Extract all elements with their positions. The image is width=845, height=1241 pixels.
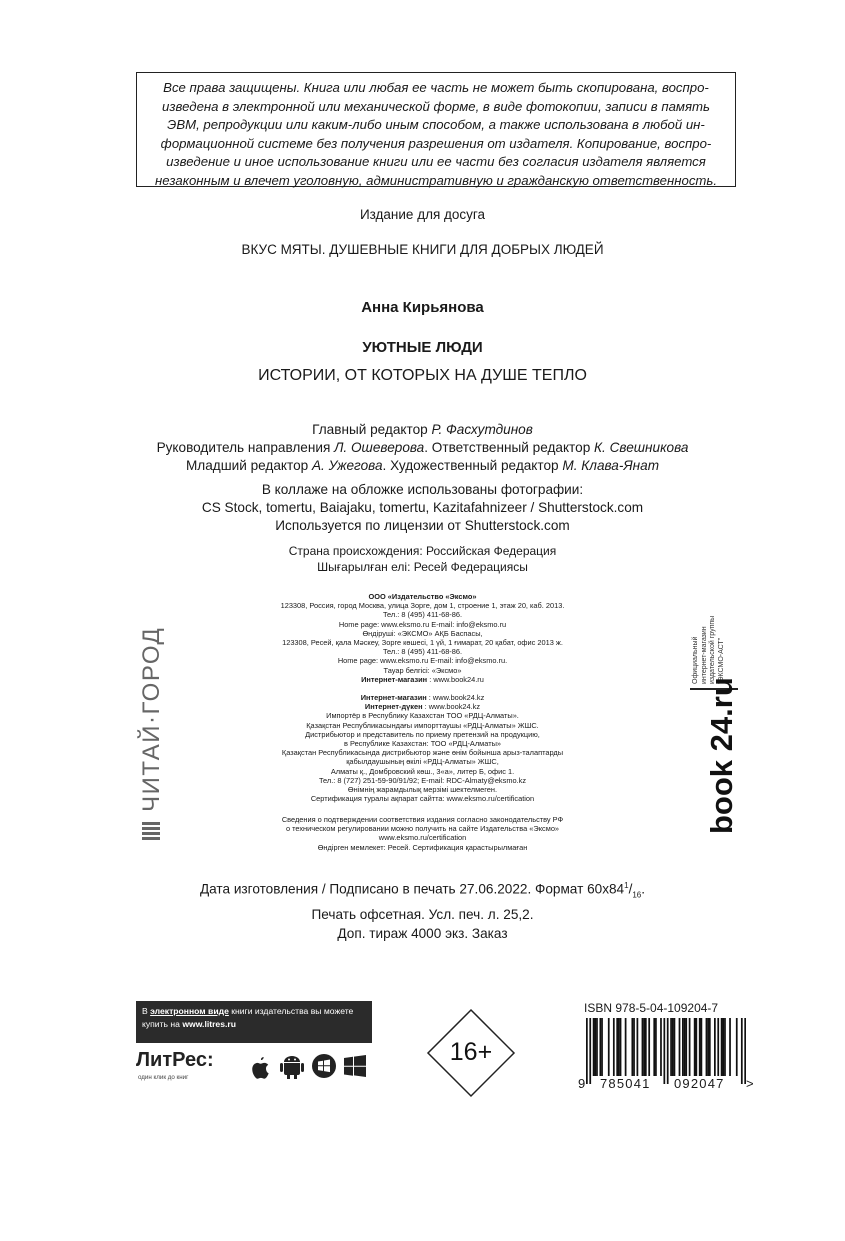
kz-line: Сертификация туралы ақпарат сайтта: www.eksmo.ru/certification xyxy=(310,794,535,804)
book24-caption: Официальный интернет-магазин издательской группы "ЭКСМО-АСТ" xyxy=(692,615,725,684)
barcode-bar xyxy=(670,1018,672,1076)
photo-credits xyxy=(0,481,845,535)
publisher-line: Тел.: 8 (495) 411-68-86. xyxy=(382,647,463,657)
barcode-group-2: 092047 xyxy=(674,1076,725,1091)
print-line-1: Дата изготовления / Подписано в печать 27.06.2022. Формат $60x84^1/_{16}$. xyxy=(199,881,646,900)
age-rating-text: 16+ xyxy=(449,1038,493,1066)
rights-line: ЭВМ, репродукции или каким-либо иным способом, а также использована в любой ин- xyxy=(167,117,705,133)
cert-line: Өндірген мемлекет: Ресей. Сертификация қарастырылмаған xyxy=(317,842,528,852)
publisher-line: Home page: www.eksmo.ru E-mail: info@eksmo.ru. xyxy=(337,656,508,666)
barcode-bar xyxy=(653,1018,655,1076)
kz-line: Дистрибьютор и представитель по приему претензий на продукцию, xyxy=(305,729,540,739)
barcode-bar xyxy=(601,1018,603,1076)
barcode-first-digit: 9 xyxy=(578,1076,586,1091)
book-subtitle: ИСТОРИИ, ОТ КОТОРЫХ НА ДУШЕ ТЕПЛО xyxy=(258,367,587,384)
book24-logo xyxy=(690,600,756,840)
kz-shop-value: : www.book24.kz xyxy=(426,693,485,702)
cert-line: www.eksmo.ru/certification xyxy=(378,833,467,843)
chitai-gorod-logo xyxy=(140,600,164,840)
barcode-bar xyxy=(637,1018,639,1076)
credit-line-2: Руководитель направления Л. Ошеверова. Ответственный редактор К. Свешникова xyxy=(156,439,689,455)
origin-info xyxy=(0,543,845,575)
barcode-end-mark: > xyxy=(746,1076,754,1091)
kz-line: қабылдаушының өкілі «РДЦ-Алматы» ЖШС, xyxy=(346,757,499,767)
photo-line: Используется по лицензии от Shutterstock.com xyxy=(275,518,570,533)
barcode-bar xyxy=(633,1018,635,1076)
barcode-bar xyxy=(586,1018,588,1084)
barcode-bar xyxy=(660,1018,662,1076)
barcode-bar xyxy=(643,1018,645,1076)
publisher-line: Тел.: 8 (495) 411-68-86. xyxy=(382,610,463,620)
barcode-bar xyxy=(599,1018,601,1076)
author-name: Анна Кирьянова xyxy=(361,299,484,316)
windows-icon xyxy=(344,1055,366,1077)
kz-shop-label: Интернет-магазин xyxy=(360,693,427,702)
barcode-bar xyxy=(620,1018,622,1076)
edition-type: Издание для досуга xyxy=(359,207,486,222)
barcode-bar xyxy=(729,1018,731,1076)
barcode-bar xyxy=(679,1018,681,1076)
apple-icon xyxy=(252,1057,268,1079)
print-line-2: Печать офсетная. Усл. печ. л. 25,2. xyxy=(311,906,534,922)
barcode-bar xyxy=(648,1018,650,1076)
logo-bars-icon xyxy=(141,820,165,840)
windows-phone-icon xyxy=(312,1054,336,1078)
cert-line: Сведения о подтверждении соответствия издания согласно законодательству РФ xyxy=(281,815,564,824)
publisher-name: ООО «Издательство «Эксмо» xyxy=(368,592,477,601)
barcode-bar xyxy=(724,1018,726,1076)
barcode-bar xyxy=(594,1018,596,1076)
barcode-bar xyxy=(596,1018,598,1076)
publisher-line: Home page: www.eksmo.ru E-mail: info@eksmo.ru xyxy=(338,619,507,629)
barcode-bar xyxy=(722,1018,724,1076)
barcode-bar xyxy=(589,1018,591,1084)
book-title: УЮТНЫЕ ЛЮДИ xyxy=(362,339,483,356)
barcode-bar xyxy=(689,1018,691,1076)
barcode-bar xyxy=(721,1018,723,1076)
barcode-bar xyxy=(736,1018,738,1076)
series-name: ВКУС МЯТЫ. ДУШЕВНЫЕ КНИГИ ДЛЯ ДОБРЫХ ЛЮДЕЙ xyxy=(241,242,604,257)
barcode-bar xyxy=(744,1018,746,1084)
kz-line: Импортёр в Республику Казахстан ТОО «РДЦ-Алматы». xyxy=(326,711,519,721)
kz-line: Өнімнің жарамдылық мерзімі шектелмеген. xyxy=(347,785,498,795)
barcode-bar xyxy=(717,1018,719,1076)
rights-notice xyxy=(136,72,736,187)
barcode-bar xyxy=(655,1018,657,1076)
litres-banner: В электронном виде книги издательства вы можете купить на www.litres.ru xyxy=(136,1001,372,1043)
kz-duken-value: : www.book24.kz xyxy=(422,702,481,712)
barcode-bar xyxy=(667,1018,669,1084)
publisher-line: Тауар белгісі: «Эксмо» xyxy=(383,665,462,675)
print-line-3: Доп. тираж 4000 экз. Заказ xyxy=(337,926,508,942)
kz-line: в Республике Казахстан: ТОО «РДЦ-Алматы» xyxy=(343,739,502,749)
shop-label: Интернет-магазин xyxy=(361,674,428,684)
isbn-label: ISBN 978-5-04-109204-7 xyxy=(584,1001,719,1015)
book24-brand: book 24.ru xyxy=(704,677,739,834)
barcode-bar xyxy=(663,1018,665,1084)
photo-line: В коллаже на обложке использованы фотографии: xyxy=(261,482,584,497)
barcode-bar xyxy=(616,1018,618,1076)
kz-line: Тел.: 8 (727) 251-59-90/91/92; E-mail: RDC-Almaty@eksmo.kz xyxy=(318,775,527,785)
barcode-bar xyxy=(695,1018,697,1076)
barcode-bar xyxy=(707,1018,709,1076)
barcode-bar xyxy=(618,1018,620,1076)
platform-icons xyxy=(250,1052,368,1087)
publisher-line: 123308, Ресей, қала Мәскеу, Зорге көшесі, 1 үй, 1 ғимарат, 20 қабат, офис 2013 ж. xyxy=(282,638,563,648)
chitai-gorod-text: ЧИТАЙ·ГОРОД xyxy=(138,626,165,812)
age-rating-badge xyxy=(426,1008,516,1098)
publisher-line: 123308, Россия, город Москва, улица Зорге, дом 1, строение 1, этаж 20, каб. 2013. xyxy=(280,601,565,611)
credits xyxy=(0,421,845,474)
barcode-bar xyxy=(682,1018,684,1076)
cert-line: о техническом регулировании можно получить на сайте Издательства «Эксмо» xyxy=(285,824,560,834)
publisher-line: Өндіруші: «ЭКСМО» АҚБ Баспасы, xyxy=(362,628,483,638)
litres-link[interactable]: www.litres.ru xyxy=(182,1019,236,1029)
android-icon xyxy=(280,1056,304,1079)
litres-slogan: один клик до книг xyxy=(138,1074,189,1081)
kz-line: Қазақстан Республикасындағы импорттаушы «РДЦ-Алматы» ЖШС. xyxy=(306,720,539,730)
barcode-bar xyxy=(674,1018,676,1076)
barcode-bar xyxy=(684,1018,686,1076)
barcode-bar xyxy=(613,1018,615,1076)
barcode-bar xyxy=(709,1018,711,1076)
rights-line: Все права защищены. Книга или любая ее часть не может быть скопирована, воспро- xyxy=(163,80,709,95)
litres-block xyxy=(136,1001,372,1101)
credit-line-3: Младший редактор А. Ужегова. Художественный редактор М. Клава-Янат xyxy=(185,457,660,473)
kz-line: Алматы қ., Домбровский көш., 3«а», литер Б, офис 1. xyxy=(330,766,515,776)
rights-line: изведение и иное использование книги или ее части без согласия издателя является xyxy=(166,154,706,170)
barcode-bar xyxy=(694,1018,696,1076)
barcode-bar xyxy=(672,1018,674,1076)
barcode-bar xyxy=(631,1018,633,1076)
credit-line-1: Главный редактор Р. Фасхутдинов xyxy=(312,422,533,437)
barcode-bar xyxy=(685,1018,687,1076)
rights-line: формационной системе без получения разрешения от издателя. Копирование, воспро- xyxy=(160,135,712,151)
barcode-icon xyxy=(586,1018,746,1084)
rights-line: изведена в электронной или механической форме, в виде фотокопии, записи в память xyxy=(162,98,710,114)
rights-line: незаконным и влечет уголовную, административную и гражданскую ответственность. xyxy=(154,172,718,188)
origin-line: Страна происхождения: Российская Федерация xyxy=(288,544,557,558)
kz-duken-label: Интернет-дүкен xyxy=(364,702,423,712)
barcode-bar xyxy=(608,1018,610,1076)
barcode-bar xyxy=(714,1018,716,1076)
print-info xyxy=(0,876,845,944)
photo-line: CS Stock, tomertu, Baiajaku, tomertu, Kazitafahnizeer / Shutterstock.com xyxy=(201,500,644,515)
origin-line: Шығарылған елі: Ресей Федерациясы xyxy=(317,560,528,574)
barcode-bar xyxy=(642,1018,644,1076)
kz-line: Қазақстан Республикасында дистрибьютор және өнім бойынша арыз-талаптарды xyxy=(281,748,564,758)
barcode-block xyxy=(578,1001,758,1101)
barcode-bar xyxy=(699,1018,701,1076)
barcode-bar xyxy=(706,1018,708,1076)
barcode-bar xyxy=(741,1018,743,1084)
barcode-bar xyxy=(593,1018,595,1076)
barcode-bar xyxy=(645,1018,647,1076)
litres-logo: ЛитРес: xyxy=(136,1049,214,1071)
barcode-group-1: 785041 xyxy=(600,1076,651,1091)
barcode-bar xyxy=(625,1018,627,1076)
shop-value: : www.book24.ru xyxy=(427,674,484,684)
barcode-bar xyxy=(701,1018,703,1076)
